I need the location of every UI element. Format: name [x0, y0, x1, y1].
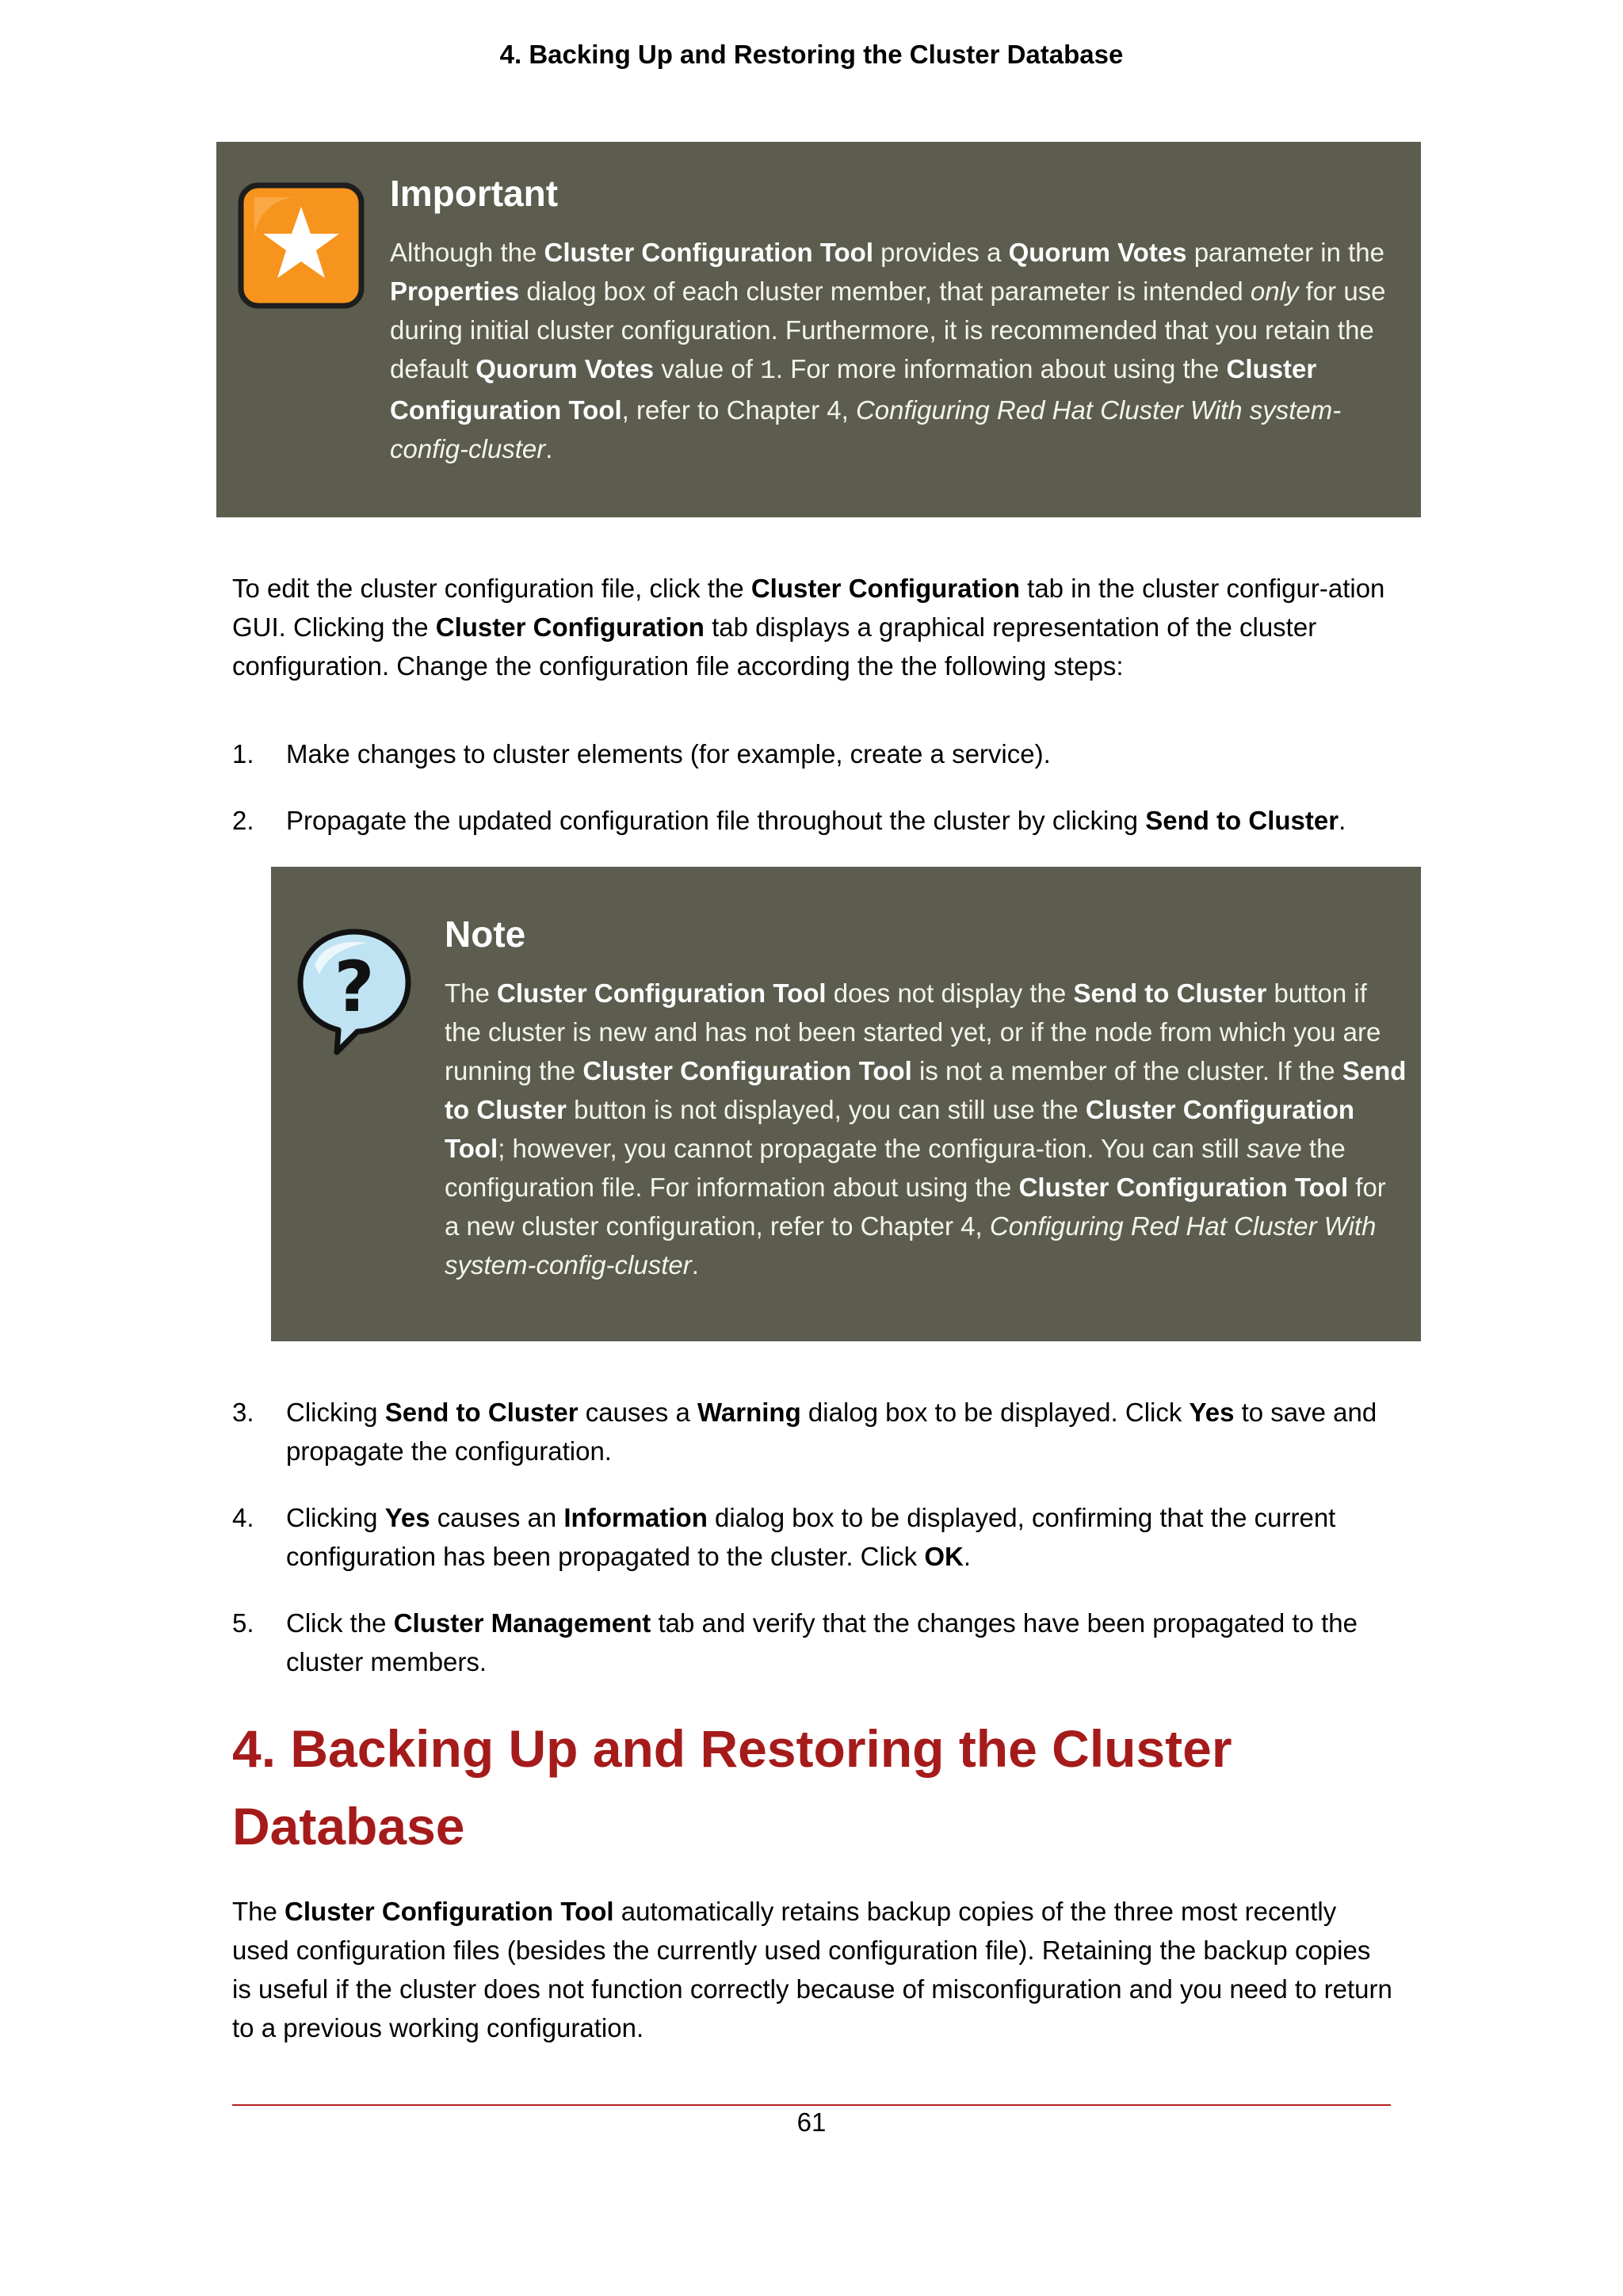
text-run: causes an	[430, 1503, 564, 1532]
bold-term: Send to Cluster	[1073, 978, 1267, 1009]
section-paragraph	[232, 1892, 1393, 2047]
step-text	[286, 801, 1396, 840]
text-run: Propagate the updated configuration file throughout the cluster by clicking	[286, 806, 1146, 835]
bold-term: Send to Cluster	[1145, 806, 1339, 835]
bold-term: Cluster Management	[393, 1608, 651, 1638]
bold-term: Send to Cluster	[445, 1056, 1407, 1125]
running-header: 4. Backing Up and Restoring the Cluster Database	[499, 40, 1124, 69]
text-run: The	[445, 978, 498, 1009]
note-title: Note	[445, 913, 526, 955]
text-run: parameter in the	[1186, 238, 1384, 268]
text-run: tab and verify that the changes have been propagated to the cluster members.	[286, 1608, 1358, 1676]
text-run: , refer to Chapter 4,	[621, 395, 856, 425]
text-run: tab displays a graphical representation of the cluster configuration. Change the configuration file according the the following steps:	[232, 612, 1317, 681]
page-number: 61	[796, 2107, 827, 2137]
text-run: The	[232, 1897, 285, 1926]
step-number: 2.	[232, 806, 254, 835]
text-run: causes a	[578, 1398, 697, 1427]
text-run: dialog box of each cluster member, that parameter is intended	[519, 277, 1251, 307]
emphasis: save	[1247, 1134, 1302, 1164]
bold-term: Yes	[384, 1503, 430, 1532]
step-text	[286, 1498, 1396, 1576]
bold-term: Cluster Configuration	[750, 574, 1020, 603]
svg-text:?: ?	[334, 946, 375, 1028]
literal-value: 1	[760, 357, 776, 387]
text-run: button if the cluster is new and has not been started yet, or if the node from which you are running the	[445, 978, 1381, 1086]
intro-paragraph	[232, 569, 1393, 685]
text-run: Clicking	[286, 1503, 385, 1532]
text-run: To edit the cluster configuration file, click the	[232, 574, 751, 603]
bold-term: Cluster Configuration Tool	[1018, 1173, 1349, 1203]
text-run: .	[1338, 806, 1346, 835]
important-admonition	[216, 142, 1421, 517]
bold-term: Cluster Configuration Tool	[285, 1897, 614, 1926]
emphasis: Configuring Red Hat Cluster With system-config-cluster	[445, 1211, 1377, 1280]
footer-rule	[232, 2104, 1391, 2106]
text-run: Click the	[286, 1608, 394, 1638]
bold-term: Cluster Configuration Tool	[390, 354, 1317, 425]
text-run: .	[691, 1250, 699, 1280]
star-icon	[237, 181, 365, 310]
bold-term: Warning	[697, 1398, 801, 1427]
bold-term: Yes	[1189, 1398, 1235, 1427]
emphasis: only	[1250, 277, 1299, 307]
bold-term: Cluster Configuration Tool	[544, 238, 874, 268]
bold-term: Properties	[390, 277, 520, 307]
step-number: 5.	[232, 1608, 254, 1638]
text-run: Make changes to cluster elements (for example, create a service).	[286, 739, 1051, 769]
bold-term: Cluster Configuration Tool	[497, 978, 827, 1009]
step-text	[286, 1604, 1396, 1681]
text-run: .	[963, 1542, 972, 1571]
bold-term: Cluster Configuration Tool	[582, 1056, 912, 1086]
question-bubble-icon	[291, 925, 418, 1060]
step-number: 3.	[232, 1398, 254, 1427]
bold-term: Quorum Votes	[475, 354, 655, 384]
text-run: Clicking	[286, 1398, 385, 1427]
text-run: .	[545, 434, 553, 464]
text-run: is not a member of the cluster. If the	[911, 1056, 1342, 1086]
bold-term: Send to Cluster	[384, 1398, 579, 1427]
text-run: dialog box to be displayed. Click	[800, 1398, 1190, 1427]
bold-term: Information	[563, 1503, 708, 1532]
bold-term: Cluster Configuration Tool	[445, 1095, 1355, 1164]
step-number: 4.	[232, 1503, 254, 1532]
text-run: does not display the	[826, 978, 1074, 1009]
step-text	[286, 734, 1396, 773]
note-body	[445, 974, 1407, 1284]
note-admonition	[271, 867, 1421, 1341]
text-run: tab in the cluster configur-ation GUI. Clicking the	[232, 574, 1385, 642]
emphasis: Configuring Red Hat Cluster With system-config-cluster	[390, 395, 1342, 464]
text-run: value of	[654, 354, 761, 384]
bold-term: OK	[924, 1542, 964, 1571]
bold-term: Cluster Configuration	[435, 612, 705, 642]
text-run: provides a	[873, 238, 1009, 268]
important-body	[390, 233, 1404, 468]
section-heading: 4. Backing Up and Restoring the Cluster Database	[232, 1719, 1232, 1855]
step-text	[286, 1393, 1396, 1470]
step-number: 1.	[232, 739, 254, 769]
text-run: dialog box to be displayed, confirming that the current configuration has been propagated to the cluster. Click	[286, 1503, 1336, 1571]
text-run: button is not displayed, you can still use the	[567, 1095, 1086, 1125]
text-run: Although the	[390, 238, 544, 268]
text-run: the configuration file. For information about using the	[445, 1134, 1346, 1203]
text-run: ; however, you cannot propagate the configura-tion. You can still	[498, 1134, 1247, 1164]
important-title: Important	[390, 173, 559, 214]
bold-term: Quorum Votes	[1008, 238, 1187, 268]
text-run: for use during initial cluster configuration. Furthermore, it is recommended that you retain the default	[390, 277, 1386, 384]
text-run: for a new cluster configuration, refer to Chapter 4,	[445, 1173, 1386, 1241]
text-run: to save and propagate the configuration.	[286, 1398, 1377, 1466]
text-run: . For more information about using the	[775, 354, 1227, 384]
text-run: automatically retains backup copies of the three most recently used configuration files (besides the currently used configuration file). Retaining the backup copies is useful if the cluster does not function correctly because of misconfiguration and you need to return to a previous working configuration.	[232, 1897, 1392, 2042]
